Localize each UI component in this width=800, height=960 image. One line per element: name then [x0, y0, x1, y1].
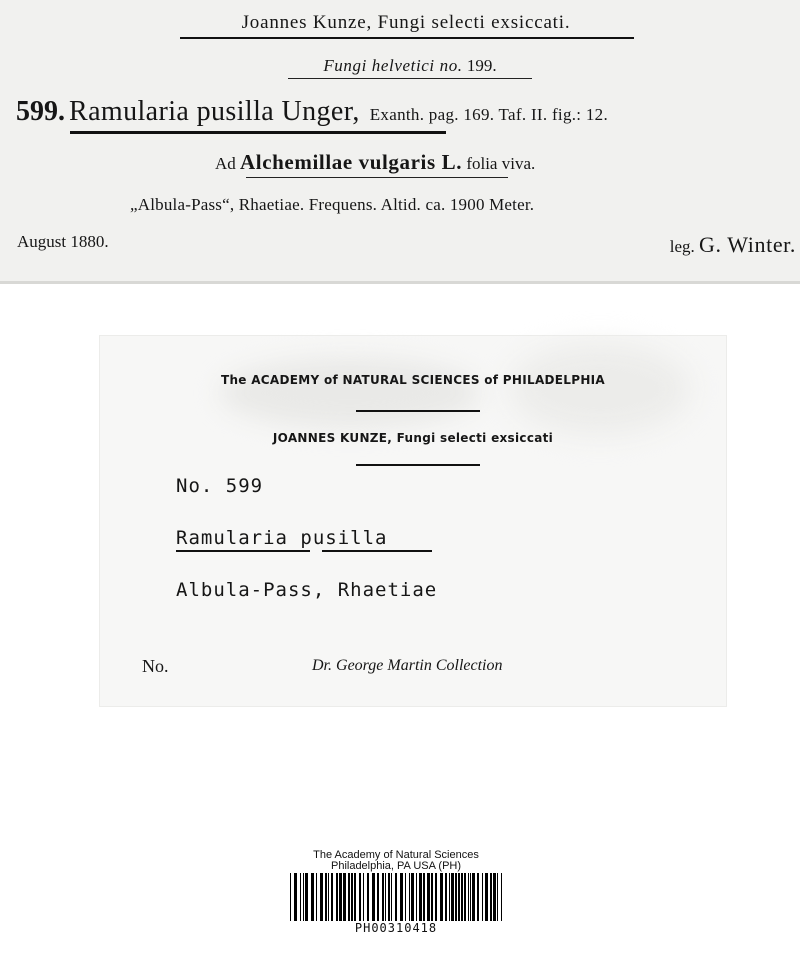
footer-number-label: No. — [142, 656, 169, 676]
collector-prefix: leg. — [669, 237, 695, 256]
exsiccata-label — [0, 0, 800, 284]
collection-date: August 1880. — [17, 232, 109, 251]
barcode-institution: The Academy of Natural Sciences — [313, 849, 479, 861]
academy-series-title: JOANNES KUNZE, Fungi selecti exsiccati — [272, 431, 554, 445]
barcode-bar — [416, 873, 417, 921]
barcode-bar — [435, 873, 437, 921]
barcode-bar — [409, 873, 410, 921]
helvetici-number: 199. — [466, 56, 497, 75]
barcode-bar — [445, 873, 447, 921]
barcode-bar — [385, 873, 386, 921]
barcode-location: Philadelphia, PA USA (PH) — [330, 860, 462, 872]
barcode-bar — [440, 873, 443, 921]
barcode-bar — [331, 873, 333, 921]
collection-name: Dr. George Martin Collection — [312, 657, 503, 674]
barcode-bar — [482, 873, 483, 921]
barcode-number: PH00310418 — [354, 921, 438, 935]
epithet-underline — [322, 550, 432, 552]
barcode-bar — [477, 873, 479, 921]
barcode-bar — [300, 873, 301, 921]
host-prefix: Ad — [215, 154, 236, 173]
paper-edge — [0, 281, 800, 284]
barcode-bar — [490, 873, 492, 921]
barcode-bar — [305, 873, 308, 921]
barcode-bar — [455, 873, 457, 921]
barcode-bars — [290, 873, 502, 921]
host-rule — [246, 177, 508, 178]
barcode-bar — [359, 873, 361, 921]
barcode-bar — [316, 873, 317, 921]
collector-line — [670, 230, 796, 262]
barcode-bar — [363, 873, 364, 921]
barcode-bar — [325, 873, 327, 921]
barcode-bar — [336, 873, 338, 921]
series-rule — [356, 464, 480, 466]
host-line — [215, 148, 535, 178]
series-title: Joannes Kunze, Fungi selecti exsiccati. — [241, 12, 571, 33]
genus-name: Ramularia — [176, 527, 288, 549]
barcode-bar — [320, 873, 323, 921]
barcode-bar — [328, 873, 329, 921]
barcode-bar — [464, 873, 466, 921]
barcode-bar — [372, 873, 375, 921]
locality-line: „Albula-Pass“, Rhaetiae. Frequens. Altid. ca. 1900 Meter. — [130, 195, 535, 214]
barcode-bar — [294, 873, 297, 921]
barcode-bar — [419, 873, 422, 921]
barcode-bar — [451, 873, 454, 921]
institution-heading: The ACADEMY of NATURAL SCIENCES of PHILADELPHIA — [220, 373, 606, 387]
barcode-bar — [348, 873, 350, 921]
barcode-bar — [367, 873, 369, 921]
epithet-name: pusilla — [300, 527, 388, 549]
series-rule — [180, 37, 634, 39]
collector-name: G. Winter. — [699, 232, 796, 257]
barcode-bar — [458, 873, 460, 921]
barcode-bar — [400, 873, 403, 921]
barcode-bar — [290, 873, 291, 921]
barcode-bar — [501, 873, 502, 921]
barcode-bar — [423, 873, 425, 921]
host-suffix: folia viva. — [466, 154, 536, 173]
academy-taxon — [176, 526, 387, 550]
genus-underline — [176, 550, 310, 552]
helvetici-line — [290, 55, 530, 77]
barcode-bar — [354, 873, 356, 921]
barcode-bar — [395, 873, 397, 921]
barcode-bar — [427, 873, 430, 921]
barcode-bar — [470, 873, 471, 921]
heading-rule — [356, 410, 480, 412]
barcode-bar — [449, 873, 450, 921]
academy-locality: Albula-Pass, Rhaetiae — [176, 579, 438, 601]
barcode-bar — [497, 873, 498, 921]
helvetici-rule — [288, 78, 532, 79]
barcode-bar — [391, 873, 392, 921]
barcode-bar — [311, 873, 314, 921]
species-rule — [70, 131, 446, 134]
barcode-bar — [485, 873, 488, 921]
barcode-bar — [411, 873, 414, 921]
barcode-bar — [382, 873, 384, 921]
host-name: Alchemillae vulgaris L. — [240, 150, 463, 174]
barcode-bar — [388, 873, 390, 921]
barcode-label — [282, 843, 510, 937]
academy-number: No. 599 — [176, 475, 264, 497]
barcode-bar — [431, 873, 433, 921]
barcode-bar — [461, 873, 463, 921]
barcode-bar — [351, 873, 353, 921]
barcode-bar — [405, 873, 406, 921]
barcode-bar — [468, 873, 469, 921]
barcode-bar — [377, 873, 379, 921]
specimen-number: 599. — [16, 96, 65, 127]
barcode-bar — [472, 873, 475, 921]
species-name: Ramularia pusilla Unger, — [69, 96, 360, 127]
barcode-bar — [343, 873, 346, 921]
literature-reference: Exanth. pag. 169. Taf. II. fig.: 12. — [369, 105, 609, 124]
barcode-bar — [303, 873, 304, 921]
paper-smudge — [510, 344, 690, 434]
helvetici-prefix: Fungi helvetici no. — [323, 56, 463, 75]
species-line — [16, 94, 796, 134]
barcode-bar — [493, 873, 496, 921]
barcode-bar — [339, 873, 342, 921]
academy-label — [100, 336, 726, 706]
paper-smudge — [220, 358, 480, 428]
